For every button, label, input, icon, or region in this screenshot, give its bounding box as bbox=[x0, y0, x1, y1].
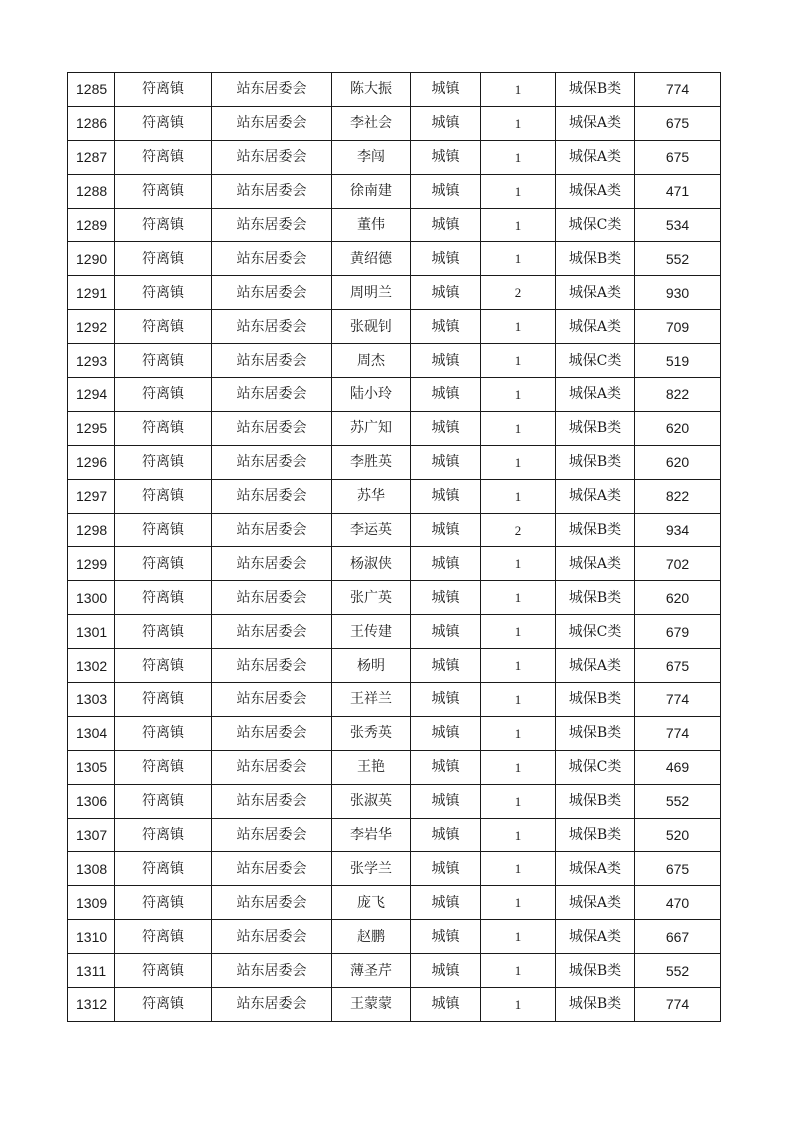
cell-household-size: 1 bbox=[481, 378, 556, 412]
table-row bbox=[68, 174, 721, 208]
cell-insurance-category: 城保B类 bbox=[556, 683, 635, 717]
cell-area-type: 城镇 bbox=[411, 683, 481, 717]
cell-insurance-category: 城保A类 bbox=[556, 547, 635, 581]
cell-area-type: 城镇 bbox=[411, 479, 481, 513]
table-row bbox=[68, 784, 721, 818]
cell-area-type: 城镇 bbox=[411, 818, 481, 852]
table-row bbox=[68, 954, 721, 988]
cell-area-type: 城镇 bbox=[411, 581, 481, 615]
table-row bbox=[68, 513, 721, 547]
cell-serial-number: 1295 bbox=[68, 411, 115, 445]
cell-insurance-category: 城保A类 bbox=[556, 649, 635, 683]
cell-person-name: 张广英 bbox=[332, 581, 411, 615]
cell-amount: 620 bbox=[635, 581, 721, 615]
cell-amount: 552 bbox=[635, 242, 721, 276]
roster-table bbox=[67, 72, 721, 1022]
cell-serial-number: 1299 bbox=[68, 547, 115, 581]
cell-town: 符离镇 bbox=[115, 445, 212, 479]
cell-area-type: 城镇 bbox=[411, 920, 481, 954]
cell-town: 符离镇 bbox=[115, 784, 212, 818]
cell-amount: 520 bbox=[635, 818, 721, 852]
cell-town: 符离镇 bbox=[115, 649, 212, 683]
cell-person-name: 薄圣芹 bbox=[332, 954, 411, 988]
cell-area-type: 城镇 bbox=[411, 513, 481, 547]
cell-committee: 站东居委会 bbox=[212, 140, 332, 174]
cell-person-name: 李胜英 bbox=[332, 445, 411, 479]
cell-insurance-category: 城保B类 bbox=[556, 818, 635, 852]
cell-household-size: 1 bbox=[481, 988, 556, 1022]
cell-person-name: 王蒙蒙 bbox=[332, 988, 411, 1022]
table-row bbox=[68, 649, 721, 683]
cell-serial-number: 1292 bbox=[68, 310, 115, 344]
cell-area-type: 城镇 bbox=[411, 378, 481, 412]
cell-amount: 774 bbox=[635, 683, 721, 717]
cell-serial-number: 1285 bbox=[68, 73, 115, 107]
cell-committee: 站东居委会 bbox=[212, 784, 332, 818]
cell-committee: 站东居委会 bbox=[212, 276, 332, 310]
cell-household-size: 1 bbox=[481, 818, 556, 852]
cell-amount: 469 bbox=[635, 750, 721, 784]
cell-area-type: 城镇 bbox=[411, 886, 481, 920]
cell-serial-number: 1307 bbox=[68, 818, 115, 852]
table-row bbox=[68, 310, 721, 344]
cell-person-name: 张学兰 bbox=[332, 852, 411, 886]
cell-household-size: 1 bbox=[481, 615, 556, 649]
cell-town: 符离镇 bbox=[115, 140, 212, 174]
cell-insurance-category: 城保C类 bbox=[556, 344, 635, 378]
cell-committee: 站东居委会 bbox=[212, 174, 332, 208]
cell-town: 符离镇 bbox=[115, 310, 212, 344]
cell-town: 符离镇 bbox=[115, 73, 212, 107]
cell-insurance-category: 城保A类 bbox=[556, 276, 635, 310]
cell-town: 符离镇 bbox=[115, 954, 212, 988]
cell-person-name: 陆小玲 bbox=[332, 378, 411, 412]
cell-household-size: 1 bbox=[481, 649, 556, 683]
cell-serial-number: 1291 bbox=[68, 276, 115, 310]
cell-insurance-category: 城保B类 bbox=[556, 445, 635, 479]
cell-area-type: 城镇 bbox=[411, 716, 481, 750]
cell-amount: 930 bbox=[635, 276, 721, 310]
cell-area-type: 城镇 bbox=[411, 174, 481, 208]
cell-town: 符离镇 bbox=[115, 106, 212, 140]
cell-amount: 667 bbox=[635, 920, 721, 954]
cell-town: 符离镇 bbox=[115, 344, 212, 378]
cell-household-size: 1 bbox=[481, 106, 556, 140]
cell-area-type: 城镇 bbox=[411, 73, 481, 107]
cell-committee: 站东居委会 bbox=[212, 344, 332, 378]
cell-committee: 站东居委会 bbox=[212, 683, 332, 717]
cell-person-name: 庞飞 bbox=[332, 886, 411, 920]
cell-person-name: 王艳 bbox=[332, 750, 411, 784]
cell-town: 符离镇 bbox=[115, 615, 212, 649]
cell-serial-number: 1308 bbox=[68, 852, 115, 886]
cell-insurance-category: 城保B类 bbox=[556, 411, 635, 445]
table-row bbox=[68, 276, 721, 310]
cell-serial-number: 1311 bbox=[68, 954, 115, 988]
cell-insurance-category: 城保A类 bbox=[556, 920, 635, 954]
cell-person-name: 王传建 bbox=[332, 615, 411, 649]
table-row bbox=[68, 344, 721, 378]
cell-amount: 534 bbox=[635, 208, 721, 242]
cell-town: 符离镇 bbox=[115, 920, 212, 954]
cell-committee: 站东居委会 bbox=[212, 954, 332, 988]
cell-committee: 站东居委会 bbox=[212, 988, 332, 1022]
cell-town: 符离镇 bbox=[115, 276, 212, 310]
table-row bbox=[68, 683, 721, 717]
table-row bbox=[68, 886, 721, 920]
cell-household-size: 1 bbox=[481, 479, 556, 513]
table-row bbox=[68, 242, 721, 276]
cell-insurance-category: 城保B类 bbox=[556, 73, 635, 107]
cell-insurance-category: 城保A类 bbox=[556, 106, 635, 140]
cell-town: 符离镇 bbox=[115, 378, 212, 412]
cell-serial-number: 1297 bbox=[68, 479, 115, 513]
cell-committee: 站东居委会 bbox=[212, 716, 332, 750]
table-row bbox=[68, 73, 721, 107]
cell-household-size: 1 bbox=[481, 411, 556, 445]
cell-serial-number: 1309 bbox=[68, 886, 115, 920]
table-row bbox=[68, 140, 721, 174]
cell-amount: 774 bbox=[635, 73, 721, 107]
cell-committee: 站东居委会 bbox=[212, 411, 332, 445]
cell-serial-number: 1296 bbox=[68, 445, 115, 479]
table-row bbox=[68, 818, 721, 852]
cell-area-type: 城镇 bbox=[411, 649, 481, 683]
cell-area-type: 城镇 bbox=[411, 547, 481, 581]
cell-household-size: 1 bbox=[481, 683, 556, 717]
cell-amount: 470 bbox=[635, 886, 721, 920]
cell-area-type: 城镇 bbox=[411, 310, 481, 344]
cell-area-type: 城镇 bbox=[411, 140, 481, 174]
cell-household-size: 1 bbox=[481, 242, 556, 276]
cell-committee: 站东居委会 bbox=[212, 479, 332, 513]
cell-town: 符离镇 bbox=[115, 988, 212, 1022]
cell-amount: 822 bbox=[635, 378, 721, 412]
cell-insurance-category: 城保C类 bbox=[556, 208, 635, 242]
cell-person-name: 李岩华 bbox=[332, 818, 411, 852]
cell-town: 符离镇 bbox=[115, 886, 212, 920]
table-row bbox=[68, 581, 721, 615]
cell-household-size: 1 bbox=[481, 174, 556, 208]
cell-committee: 站东居委会 bbox=[212, 649, 332, 683]
cell-serial-number: 1304 bbox=[68, 716, 115, 750]
cell-committee: 站东居委会 bbox=[212, 750, 332, 784]
table-row bbox=[68, 208, 721, 242]
cell-household-size: 1 bbox=[481, 716, 556, 750]
table-row bbox=[68, 106, 721, 140]
cell-insurance-category: 城保A类 bbox=[556, 140, 635, 174]
cell-committee: 站东居委会 bbox=[212, 208, 332, 242]
cell-insurance-category: 城保A类 bbox=[556, 852, 635, 886]
table-row bbox=[68, 615, 721, 649]
cell-committee: 站东居委会 bbox=[212, 513, 332, 547]
cell-amount: 675 bbox=[635, 140, 721, 174]
cell-committee: 站东居委会 bbox=[212, 920, 332, 954]
cell-household-size: 2 bbox=[481, 513, 556, 547]
cell-person-name: 张淑英 bbox=[332, 784, 411, 818]
cell-person-name: 黄绍德 bbox=[332, 242, 411, 276]
cell-household-size: 1 bbox=[481, 852, 556, 886]
cell-amount: 675 bbox=[635, 649, 721, 683]
cell-committee: 站东居委会 bbox=[212, 615, 332, 649]
cell-amount: 519 bbox=[635, 344, 721, 378]
cell-person-name: 杨淑侠 bbox=[332, 547, 411, 581]
cell-serial-number: 1310 bbox=[68, 920, 115, 954]
cell-area-type: 城镇 bbox=[411, 852, 481, 886]
cell-amount: 552 bbox=[635, 784, 721, 818]
cell-insurance-category: 城保C类 bbox=[556, 615, 635, 649]
cell-person-name: 苏广知 bbox=[332, 411, 411, 445]
cell-serial-number: 1293 bbox=[68, 344, 115, 378]
cell-person-name: 杨明 bbox=[332, 649, 411, 683]
cell-insurance-category: 城保B类 bbox=[556, 988, 635, 1022]
cell-person-name: 周明兰 bbox=[332, 276, 411, 310]
cell-person-name: 张砚钊 bbox=[332, 310, 411, 344]
cell-household-size: 1 bbox=[481, 886, 556, 920]
cell-area-type: 城镇 bbox=[411, 615, 481, 649]
cell-area-type: 城镇 bbox=[411, 954, 481, 988]
table-row bbox=[68, 378, 721, 412]
cell-serial-number: 1303 bbox=[68, 683, 115, 717]
table-row bbox=[68, 750, 721, 784]
cell-amount: 822 bbox=[635, 479, 721, 513]
cell-area-type: 城镇 bbox=[411, 106, 481, 140]
cell-town: 符离镇 bbox=[115, 818, 212, 852]
cell-amount: 675 bbox=[635, 852, 721, 886]
cell-area-type: 城镇 bbox=[411, 784, 481, 818]
cell-household-size: 1 bbox=[481, 954, 556, 988]
cell-insurance-category: 城保B类 bbox=[556, 716, 635, 750]
cell-insurance-category: 城保B类 bbox=[556, 784, 635, 818]
cell-household-size: 1 bbox=[481, 920, 556, 954]
cell-committee: 站东居委会 bbox=[212, 73, 332, 107]
cell-committee: 站东居委会 bbox=[212, 445, 332, 479]
cell-serial-number: 1301 bbox=[68, 615, 115, 649]
cell-area-type: 城镇 bbox=[411, 208, 481, 242]
cell-amount: 620 bbox=[635, 445, 721, 479]
cell-household-size: 1 bbox=[481, 547, 556, 581]
table-row bbox=[68, 445, 721, 479]
cell-serial-number: 1312 bbox=[68, 988, 115, 1022]
table-row bbox=[68, 411, 721, 445]
cell-person-name: 李闯 bbox=[332, 140, 411, 174]
cell-town: 符离镇 bbox=[115, 683, 212, 717]
cell-insurance-category: 城保A类 bbox=[556, 886, 635, 920]
cell-amount: 774 bbox=[635, 716, 721, 750]
cell-area-type: 城镇 bbox=[411, 988, 481, 1022]
cell-household-size: 1 bbox=[481, 140, 556, 174]
cell-household-size: 1 bbox=[481, 750, 556, 784]
cell-committee: 站东居委会 bbox=[212, 378, 332, 412]
cell-serial-number: 1298 bbox=[68, 513, 115, 547]
cell-amount: 934 bbox=[635, 513, 721, 547]
cell-person-name: 李社会 bbox=[332, 106, 411, 140]
cell-committee: 站东居委会 bbox=[212, 547, 332, 581]
cell-household-size: 1 bbox=[481, 445, 556, 479]
cell-household-size: 2 bbox=[481, 276, 556, 310]
cell-serial-number: 1294 bbox=[68, 378, 115, 412]
cell-amount: 552 bbox=[635, 954, 721, 988]
cell-serial-number: 1290 bbox=[68, 242, 115, 276]
cell-insurance-category: 城保A类 bbox=[556, 310, 635, 344]
roster-body bbox=[68, 73, 721, 1022]
cell-amount: 709 bbox=[635, 310, 721, 344]
cell-serial-number: 1300 bbox=[68, 581, 115, 615]
cell-household-size: 1 bbox=[481, 784, 556, 818]
cell-insurance-category: 城保B类 bbox=[556, 513, 635, 547]
cell-person-name: 李运英 bbox=[332, 513, 411, 547]
cell-serial-number: 1287 bbox=[68, 140, 115, 174]
cell-person-name: 徐南建 bbox=[332, 174, 411, 208]
cell-insurance-category: 城保B类 bbox=[556, 242, 635, 276]
cell-town: 符离镇 bbox=[115, 479, 212, 513]
table-row bbox=[68, 988, 721, 1022]
cell-household-size: 1 bbox=[481, 344, 556, 378]
cell-amount: 774 bbox=[635, 988, 721, 1022]
cell-town: 符离镇 bbox=[115, 750, 212, 784]
table-row bbox=[68, 920, 721, 954]
cell-household-size: 1 bbox=[481, 581, 556, 615]
cell-amount: 620 bbox=[635, 411, 721, 445]
cell-person-name: 赵鹏 bbox=[332, 920, 411, 954]
cell-amount: 679 bbox=[635, 615, 721, 649]
cell-insurance-category: 城保A类 bbox=[556, 479, 635, 513]
cell-person-name: 陈大振 bbox=[332, 73, 411, 107]
cell-committee: 站东居委会 bbox=[212, 242, 332, 276]
cell-area-type: 城镇 bbox=[411, 242, 481, 276]
cell-serial-number: 1305 bbox=[68, 750, 115, 784]
cell-person-name: 王祥兰 bbox=[332, 683, 411, 717]
cell-person-name: 苏华 bbox=[332, 479, 411, 513]
cell-serial-number: 1289 bbox=[68, 208, 115, 242]
cell-person-name: 董伟 bbox=[332, 208, 411, 242]
cell-town: 符离镇 bbox=[115, 581, 212, 615]
cell-town: 符离镇 bbox=[115, 208, 212, 242]
cell-insurance-category: 城保A类 bbox=[556, 174, 635, 208]
cell-household-size: 1 bbox=[481, 208, 556, 242]
cell-serial-number: 1286 bbox=[68, 106, 115, 140]
cell-area-type: 城镇 bbox=[411, 750, 481, 784]
cell-committee: 站东居委会 bbox=[212, 581, 332, 615]
table-row bbox=[68, 716, 721, 750]
cell-serial-number: 1306 bbox=[68, 784, 115, 818]
cell-town: 符离镇 bbox=[115, 852, 212, 886]
cell-insurance-category: 城保B类 bbox=[556, 954, 635, 988]
cell-amount: 675 bbox=[635, 106, 721, 140]
cell-person-name: 周杰 bbox=[332, 344, 411, 378]
cell-amount: 471 bbox=[635, 174, 721, 208]
cell-town: 符离镇 bbox=[115, 411, 212, 445]
table-row bbox=[68, 852, 721, 886]
cell-area-type: 城镇 bbox=[411, 411, 481, 445]
cell-area-type: 城镇 bbox=[411, 344, 481, 378]
cell-insurance-category: 城保A类 bbox=[556, 378, 635, 412]
cell-town: 符离镇 bbox=[115, 513, 212, 547]
cell-insurance-category: 城保C类 bbox=[556, 750, 635, 784]
cell-committee: 站东居委会 bbox=[212, 818, 332, 852]
cell-committee: 站东居委会 bbox=[212, 852, 332, 886]
table-row bbox=[68, 547, 721, 581]
cell-town: 符离镇 bbox=[115, 716, 212, 750]
cell-committee: 站东居委会 bbox=[212, 106, 332, 140]
cell-insurance-category: 城保B类 bbox=[556, 581, 635, 615]
cell-committee: 站东居委会 bbox=[212, 310, 332, 344]
cell-serial-number: 1288 bbox=[68, 174, 115, 208]
cell-town: 符离镇 bbox=[115, 242, 212, 276]
cell-serial-number: 1302 bbox=[68, 649, 115, 683]
cell-area-type: 城镇 bbox=[411, 276, 481, 310]
table-row bbox=[68, 479, 721, 513]
cell-town: 符离镇 bbox=[115, 547, 212, 581]
cell-area-type: 城镇 bbox=[411, 445, 481, 479]
cell-person-name: 张秀英 bbox=[332, 716, 411, 750]
cell-household-size: 1 bbox=[481, 310, 556, 344]
cell-amount: 702 bbox=[635, 547, 721, 581]
cell-household-size: 1 bbox=[481, 73, 556, 107]
cell-town: 符离镇 bbox=[115, 174, 212, 208]
cell-committee: 站东居委会 bbox=[212, 886, 332, 920]
